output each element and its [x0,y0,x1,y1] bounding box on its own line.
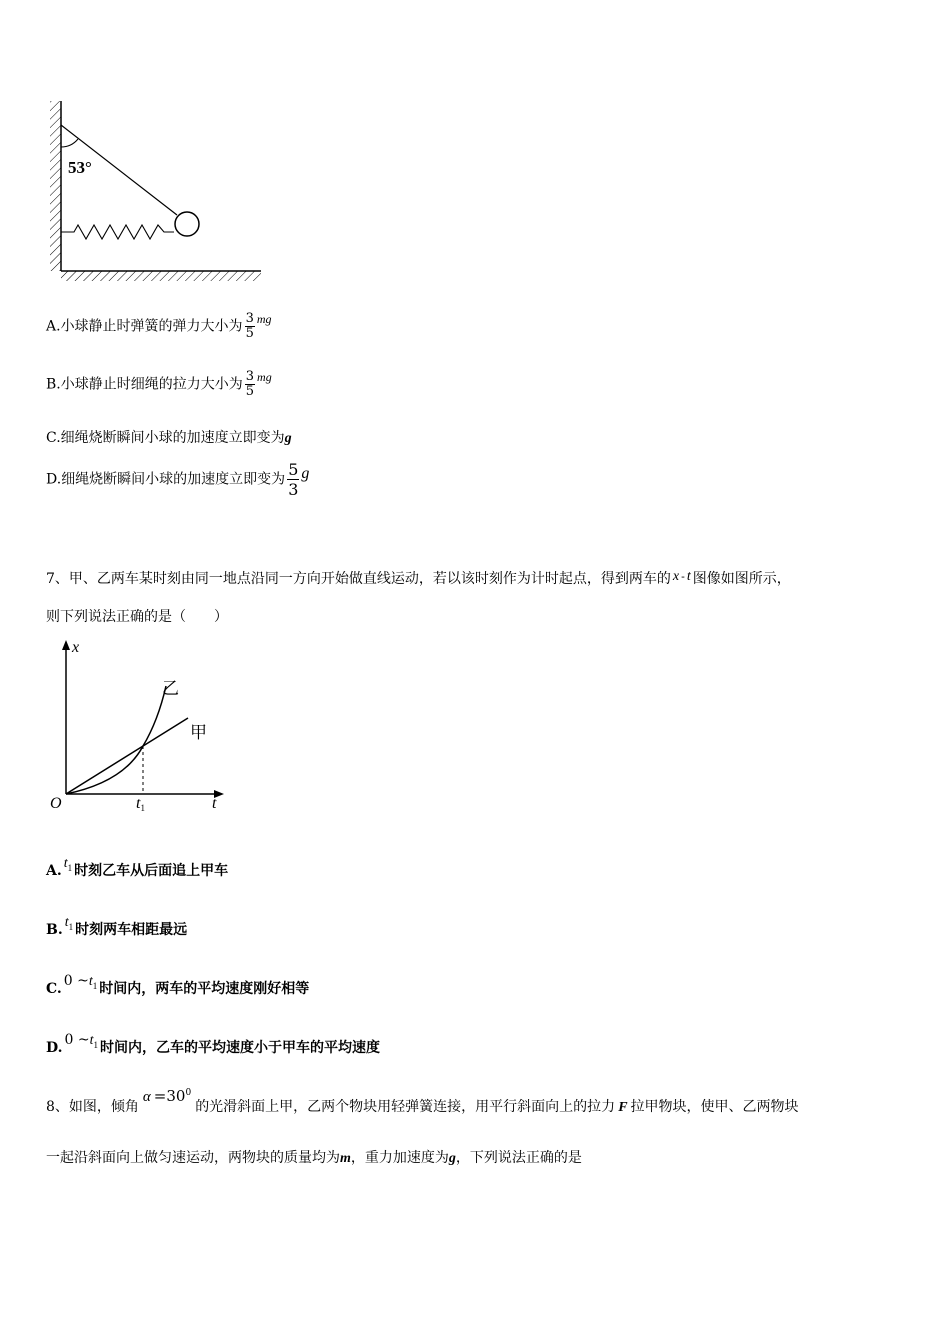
option-text: 细绳烧断瞬间小球的加速度立即变为 [60,430,285,446]
option-text: 时刻两车相距最远 [75,922,188,938]
range-pre: 0 ~ [64,1032,90,1048]
fraction: $\frac{3}{5}$ [245,369,255,399]
floor-hatch [61,271,261,281]
option-tail: mg [257,369,272,384]
ball [175,212,199,236]
y-axis-label: x [72,639,80,656]
range-pre: 0 ~ [63,973,89,989]
option-letter: C. [46,430,61,446]
t1-tick-label: t1 [136,795,145,813]
q8-stem-line2: 一起沿斜面向上做匀速运动，两物块的质量均为m，重力加速度为g，下列说法正确的是 [46,1150,582,1166]
alpha-eq: $\alpha =30^0$ [142,1087,192,1105]
y-axis-arrow [62,640,70,650]
spring [61,225,174,239]
curve-yi [66,686,166,794]
q7-option-a [46,856,229,881]
wall-hatch [50,101,61,271]
option-letter: D. [46,1040,63,1056]
q7-stem-line2: 则下列说法正确的是（ ） [46,609,228,625]
x-axis-label: t [212,795,217,812]
t1-var: $t_1$ [88,974,98,991]
line-jia [66,718,188,794]
option-letter: C. [46,981,62,997]
q7-option-b [46,915,188,940]
option-text: 时刻乙车从后面追上甲车 [74,863,229,879]
option-text: 细绳烧断瞬间小球的加速度立即变为 [61,471,286,488]
angle-arc [61,139,78,147]
option-letter: A. [46,318,61,335]
q7-stem-line1: 7、甲、乙两车某时刻由同一地点沿同一方向开始做直线运动，若以该时刻作为计时起点，得到两车的 x - t 图像如图所示， [46,569,791,587]
t1-var: $t_1$ [89,1033,98,1050]
label-yi: 乙 [162,679,179,698]
option-text: 时间内，两车的平均速度刚好相等 [99,981,310,997]
t1-var: $t_1$ [63,856,73,873]
label-jia: 甲 [190,723,207,742]
q6-option-a [46,312,272,341]
angle-label: 53° [68,158,92,177]
q6-option-b [46,370,272,399]
option-tail: g [284,431,292,446]
option-tail: g [301,464,310,482]
q8-stem-line1: 8、如图，倾角$\alpha =30^0$的光滑斜面上甲，乙两个物块用轻弹簧连接，用平行斜面向上的拉力 F 拉甲物块，使甲、乙两物块 [46,1087,799,1115]
xt-graph [44,636,234,816]
q6-option-c [46,427,292,447]
q7-option-d [46,1032,380,1058]
pendulum-spring-figure [40,95,270,285]
q6-option-d [46,460,309,499]
fraction: $\frac{5}{3}$ [288,460,299,499]
option-letter: B. [46,922,63,938]
origin-label: O [50,795,62,812]
option-letter: D. [46,471,62,488]
t1-var: $t_1$ [64,915,74,932]
option-tail: mg [256,311,272,326]
option-text: 时间内，乙车的平均速度小于甲车的平均速度 [100,1040,380,1056]
option-text: 小球静止时弹簧的弹力大小为 [60,318,243,335]
q7-option-c [46,973,310,999]
option-text: 小球静止时细绳的拉力大小为 [60,376,243,393]
option-letter: A. [46,863,62,879]
fraction: $\frac{3}{5}$ [245,311,254,341]
option-letter: B. [46,376,61,393]
